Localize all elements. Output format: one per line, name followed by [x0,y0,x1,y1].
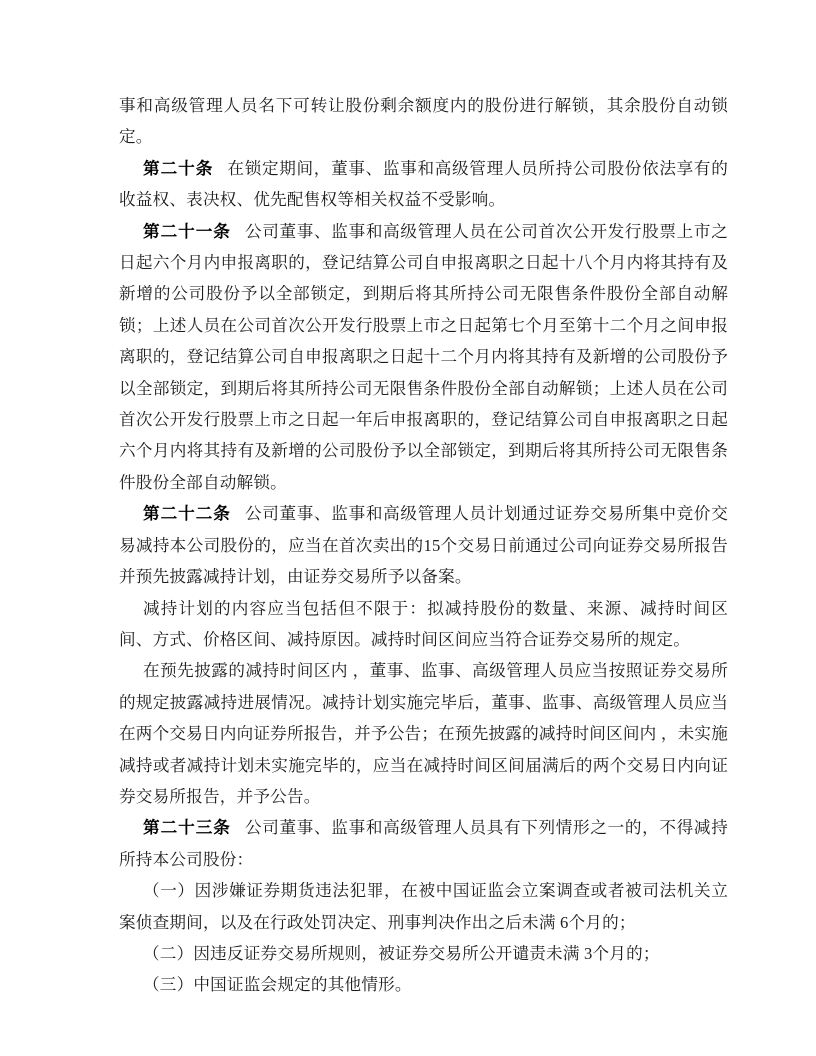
article-number-heading: 第二十条 [143,158,214,178]
paragraph-text: 在锁定期间，董事、监事和高级管理人员所持公司股份依法享有的收益权、表决权、优先配售权等相关权益不受影响。 [119,158,728,210]
paragraph-text: 在预先披露的减持时间区内 ，董事、监事、高级管理人员应当按照证券交易所的规定披露减持进展情况。减持计划实施完毕后，董事、监事、高级管理人员应当在两个交易日内向证券所报告，并予公告；在预先披露的减持时间区间内 ，未实施减持或者减持计划未实施完毕的，应当在减持时间区间届满后的两个交易日内向证券交易所报告，并予公告。 [119,661,728,806]
article-paragraph [119,812,728,875]
paragraph-text: 公司董事、监事和高级管理人员计划通过证券交易所集中竞价交易减持本公司股份的，应当在首次卖出的15个交易日前通过公司向证券交易所报告并预先披露减持计划，由证券交易所予以备案。 [119,504,728,587]
document-body [119,90,728,1001]
paragraph-text: 减持计划的内容应当包括但不限于：拟减持股份的数量、来源、减持时间区间、方式、价格区间、减持原因。减持时间区间应当符合证券交易所的规定。 [119,598,728,649]
paragraph-text: （一）因涉嫌证券期货违法犯罪，在被中国证监会立案调查或者被司法机关立案侦查期间，以及在行政处罚决定、刑事判决作出之后未满 6个月的； [119,881,728,932]
article-paragraph [119,216,728,499]
paragraph-text: （二）因违反证券交易所规则，被证券交易所公开谴责未满 3个月的； [143,943,660,963]
body-paragraph [119,655,728,812]
article-paragraph [119,153,728,216]
paragraph-text: 事和高级管理人员名下可转让股份剩余额度内的股份进行解锁，其余股份自动锁定。 [119,96,728,147]
article-number-heading: 第二十二条 [143,504,231,524]
paragraph-text: （三）中国证监会规定的其他情形。 [143,975,412,995]
body-paragraph [119,938,728,969]
body-paragraph [119,593,728,656]
body-paragraph [119,90,728,153]
article-paragraph [119,498,728,592]
paragraph-text: 公司董事、监事和高级管理人员具有下列情形之一的，不得减持所持本公司股份： [119,818,728,869]
article-number-heading: 第二十三条 [143,818,231,838]
body-paragraph [119,875,728,938]
paragraph-text: 公司董事、监事和高级管理人员在公司首次公开发行股票上市之日起六个月内申报离职的，登记结算公司自申报离职之日起十八个月内将其持有及新增的公司股份予以全部锁定，到期后将其所持公司无限售条件股份全部自动解锁；上述人员在公司首次公开发行股票上市之日起第七个月至第十二个月之间申报离职的，登记结算公司自申报离职之日起十二个月内将其持有及新增的公司股份予以全部锁定，到期后将其所持公司无限售条件股份全部自动解锁；上述人员在公司首次公开发行股票上市之日起一年后申报离职的，登记结算公司自申报离职之日起六个月内将其持有及新增的公司股份予以全部锁定，到期后将其所持公司无限售条件股份全部自动解锁。 [119,221,728,492]
article-number-heading: 第二十一条 [143,221,231,241]
body-paragraph [119,969,728,1000]
